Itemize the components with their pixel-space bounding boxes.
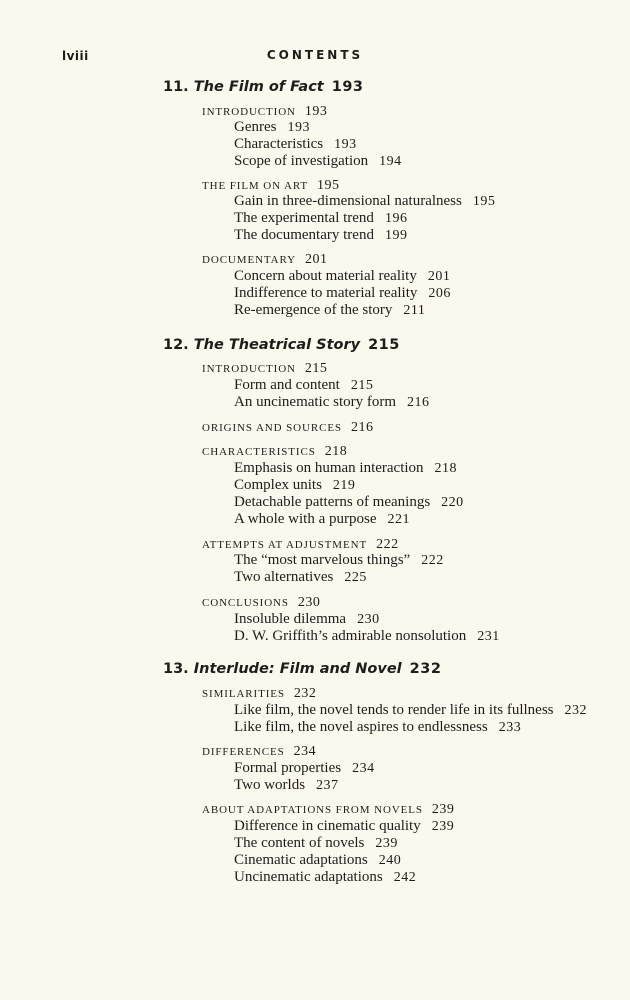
- entry-title: Like film, the novel tends to render life in its fullness: [234, 702, 554, 718]
- chapter-title: The Theatrical Story: [193, 337, 361, 353]
- section-page: 230: [297, 595, 321, 610]
- entry-title: The experimental trend: [234, 210, 374, 226]
- toc-entry: [234, 460, 457, 477]
- toc-entry: [234, 760, 375, 777]
- entry-page: 230: [357, 612, 380, 627]
- entry-page: 220: [441, 495, 464, 510]
- entry-page: 211: [403, 303, 426, 318]
- toc-entry: [234, 193, 495, 210]
- section-page: 216: [350, 420, 374, 435]
- section-title: ORIGINS AND SOURCES: [202, 422, 342, 434]
- section-heading: [202, 802, 454, 818]
- entry-title: Gain in three-dimensional naturalness: [234, 193, 462, 209]
- entry-title: An uncinematic story form: [234, 394, 397, 410]
- section-page: 218: [324, 444, 348, 459]
- toc-entry: [234, 227, 407, 244]
- toc-entry: [234, 136, 357, 153]
- toc-entry: [234, 153, 402, 170]
- entry-page: 196: [384, 211, 408, 226]
- section-heading: [202, 595, 320, 611]
- section-title: ABOUT ADAPTATIONS FROM NOVELS: [202, 804, 423, 816]
- entry-title: Uncinematic adaptations: [234, 869, 383, 885]
- section-title: DOCUMENTARY: [202, 254, 296, 266]
- section-title: CHARACTERISTICS: [202, 446, 316, 458]
- entry-title: The content of novels: [234, 835, 365, 851]
- section-page: 215: [304, 361, 328, 376]
- entry-page: 225: [344, 570, 367, 585]
- section-page: 201: [304, 252, 328, 267]
- entry-page: 240: [378, 853, 402, 868]
- toc-entry: [234, 777, 339, 794]
- section-page: 234: [293, 744, 317, 759]
- section-heading: [202, 537, 399, 553]
- entry-title: Concern about material reality: [234, 268, 417, 284]
- section-page: 193: [304, 104, 328, 119]
- entry-page: 234: [352, 761, 375, 776]
- entry-title: Difference in cinematic quality: [234, 818, 421, 834]
- entry-title: Genres: [234, 119, 277, 135]
- section-title: THE FILM ON ART: [202, 180, 309, 192]
- chapter-page: 215: [368, 337, 400, 353]
- entry-title: The “most marvelous things”: [234, 552, 411, 568]
- section-heading: [202, 252, 327, 268]
- entry-title: D. W. Griffith’s admirable nonsolution: [234, 628, 467, 644]
- toc-entry: [234, 835, 398, 852]
- section-heading: [202, 178, 340, 194]
- section-page: 232: [293, 686, 317, 701]
- entry-page: 233: [498, 720, 522, 735]
- chapter-page: 193: [331, 79, 364, 95]
- entry-title: Re-emergence of the story: [234, 302, 393, 318]
- section-heading: [202, 420, 373, 436]
- entry-page: 239: [375, 836, 398, 851]
- entry-title: Formal properties: [234, 760, 342, 776]
- entry-title: Complex units: [234, 477, 322, 493]
- entry-page: 218: [434, 461, 458, 476]
- toc-entry: [234, 852, 401, 869]
- section-page: 239: [431, 802, 455, 817]
- page-folio: lviii: [62, 49, 89, 63]
- entry-page: 237: [316, 778, 339, 793]
- toc-entry: [234, 702, 587, 719]
- entry-title: Cinematic adaptations: [234, 852, 368, 868]
- toc-entry: [234, 869, 416, 886]
- section-title: INTRODUCTION: [202, 363, 296, 375]
- chapter-title: Interlude: Film and Novel: [193, 661, 402, 677]
- entry-title: Like film, the novel aspires to endlessness: [234, 719, 488, 735]
- section-title: DIFFERENCES: [202, 746, 285, 758]
- entry-page: 195: [472, 194, 496, 209]
- section-heading: [202, 104, 327, 120]
- toc-entry: [234, 552, 444, 569]
- toc-entry: [234, 569, 367, 586]
- toc-entry: [234, 494, 464, 511]
- entry-page: 193: [334, 137, 357, 152]
- entry-page: 221: [387, 512, 410, 527]
- entry-title: Two worlds: [234, 777, 306, 793]
- toc-entry: [234, 477, 355, 494]
- chapter-number: 13.: [163, 661, 189, 677]
- toc-entry: [234, 719, 521, 736]
- toc-entry: [234, 394, 430, 411]
- entry-page: 193: [287, 120, 310, 135]
- section-title: ATTEMPTS AT ADJUSTMENT: [202, 539, 368, 551]
- entry-page: 231: [477, 629, 500, 644]
- toc-entry: [234, 210, 407, 227]
- entry-title: Scope of investigation: [234, 153, 369, 169]
- entry-title: Insoluble dilemma: [234, 611, 347, 627]
- section-title: CONCLUSIONS: [202, 597, 289, 609]
- running-head: CONTENTS: [266, 48, 364, 62]
- entry-page: 232: [564, 703, 588, 718]
- entry-page: 242: [393, 870, 417, 885]
- entry-page: 201: [427, 269, 451, 284]
- section-page: 195: [317, 178, 340, 193]
- toc-entry: [234, 119, 310, 136]
- entry-title: Detachable patterns of meanings: [234, 494, 431, 510]
- chapter-number: 12.: [163, 337, 189, 353]
- entry-page: 194: [379, 154, 402, 169]
- chapter-title: The Film of Fact: [193, 79, 324, 95]
- toc-entry: [234, 611, 380, 628]
- toc-entry: [234, 377, 373, 394]
- chapter-heading: [163, 661, 441, 677]
- entry-title: A whole with a purpose: [234, 511, 377, 527]
- toc-entry: [234, 818, 454, 835]
- section-heading: [202, 744, 316, 760]
- chapter-number: 11.: [163, 79, 189, 95]
- section-title: SIMILARITIES: [202, 688, 285, 700]
- entry-page: 215: [350, 378, 374, 393]
- toc-entry: [234, 511, 410, 528]
- toc-entry: [234, 302, 425, 319]
- toc-entry: [234, 268, 450, 285]
- entry-title: Two alternatives: [234, 569, 334, 585]
- section-heading: [202, 686, 316, 702]
- entry-page: 206: [428, 286, 451, 301]
- entry-page: 219: [332, 478, 356, 493]
- entry-title: Emphasis on human interaction: [234, 460, 424, 476]
- entry-title: Characteristics: [234, 136, 324, 152]
- entry-title: Indifference to material reality: [234, 285, 418, 301]
- chapter-heading: [163, 79, 364, 95]
- chapter-heading: [163, 337, 400, 353]
- section-title: INTRODUCTION: [202, 106, 296, 118]
- entry-page: 222: [421, 553, 444, 568]
- section-heading: [202, 444, 347, 460]
- entry-title: The documentary trend: [234, 227, 374, 243]
- entry-page: 199: [384, 228, 408, 243]
- section-page: 222: [376, 537, 399, 552]
- entry-page: 216: [407, 395, 430, 410]
- toc-entry: [234, 628, 500, 645]
- entry-page: 239: [431, 819, 455, 834]
- section-heading: [202, 361, 327, 377]
- entry-title: Form and content: [234, 377, 340, 393]
- toc-entry: [234, 285, 451, 302]
- chapter-page: 232: [409, 661, 442, 677]
